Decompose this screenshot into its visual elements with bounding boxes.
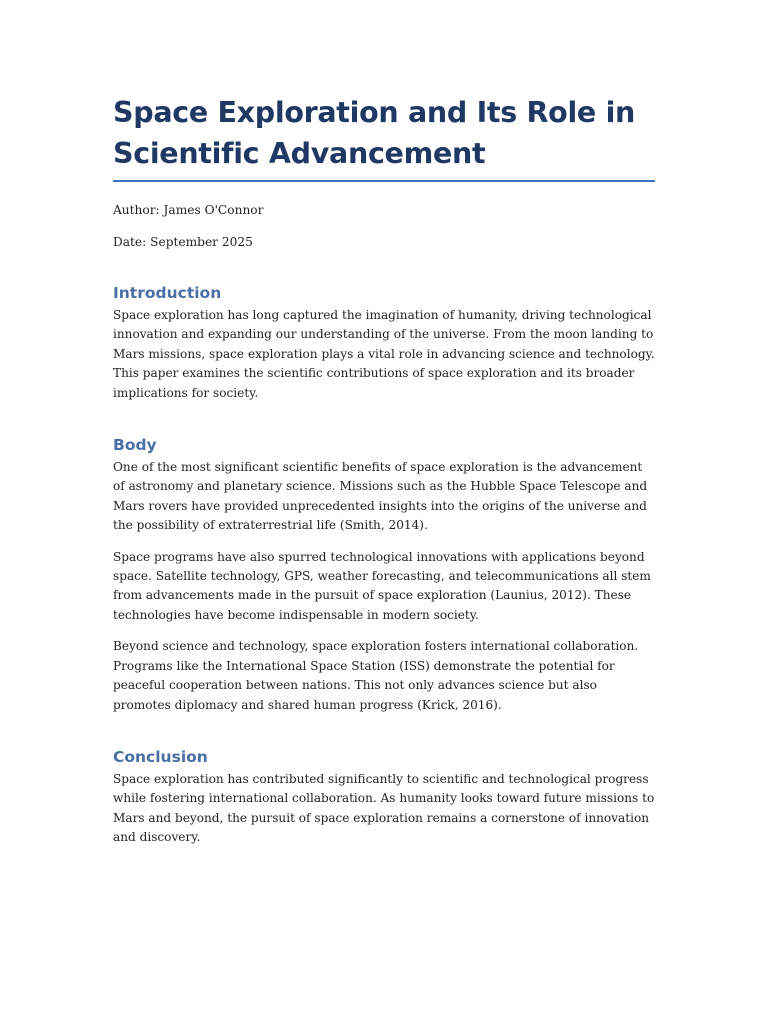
document-page [113, 92, 655, 848]
author-line: Author: James O'Connor [113, 203, 264, 217]
introduction-heading: Introduction [113, 284, 222, 302]
body-paragraph-1: One of the most significant scientific benefits of space exploration is the advancement of astronomy and planetary science. Missions such as the Hubble Space Telescope and Mars rovers have provided unprecedented insights into the origins of the universe and the possibility of extraterrestrial life (Smith, 2014). [113, 460, 648, 533]
body-heading: Body [113, 436, 157, 455]
section-conclusion [113, 747, 655, 848]
body-paragraph-2: Space programs have also spurred technological innovations with applications beyond space. Satellite technology, GPS, weather forecasting, and telecommunications all stem from advancements made in the pursuit of space exploration (Launius, 2012). These technologies have become indispensable in modern society. [113, 549, 651, 622]
section-introduction [113, 283, 655, 403]
introduction-paragraph: Space exploration has long captured the imagination of humanity, driving technological innovation and expanding our understanding of the universe. From the moon landing to Mars missions, space exploration plays a vital role in advancing science and technology. This paper examines the scientific contributions of space exploration and its broader implications for society. [113, 308, 655, 400]
conclusion-heading: Conclusion [113, 747, 208, 766]
body-paragraph-3: Beyond science and technology, space exploration fosters international collaboration. Programs like the International Space Station (ISS) demonstrate the potential for peaceful cooperation between nations. This not only advances science but also promotes diplomacy and shared human progress (Krick, 2016). [113, 639, 639, 712]
section-body [113, 435, 655, 715]
document-title: Space Exploration and Its Role in Scientific Advancement [113, 92, 655, 182]
date-line: Date: September 2025 [113, 234, 253, 249]
conclusion-paragraph: Space exploration has contributed significantly to scientific and technological progress while fostering international collaboration. As humanity looks toward future missions to Mars and beyond, the pursuit of space exploration remains a cornerstone of innovation and discovery. [113, 771, 655, 845]
